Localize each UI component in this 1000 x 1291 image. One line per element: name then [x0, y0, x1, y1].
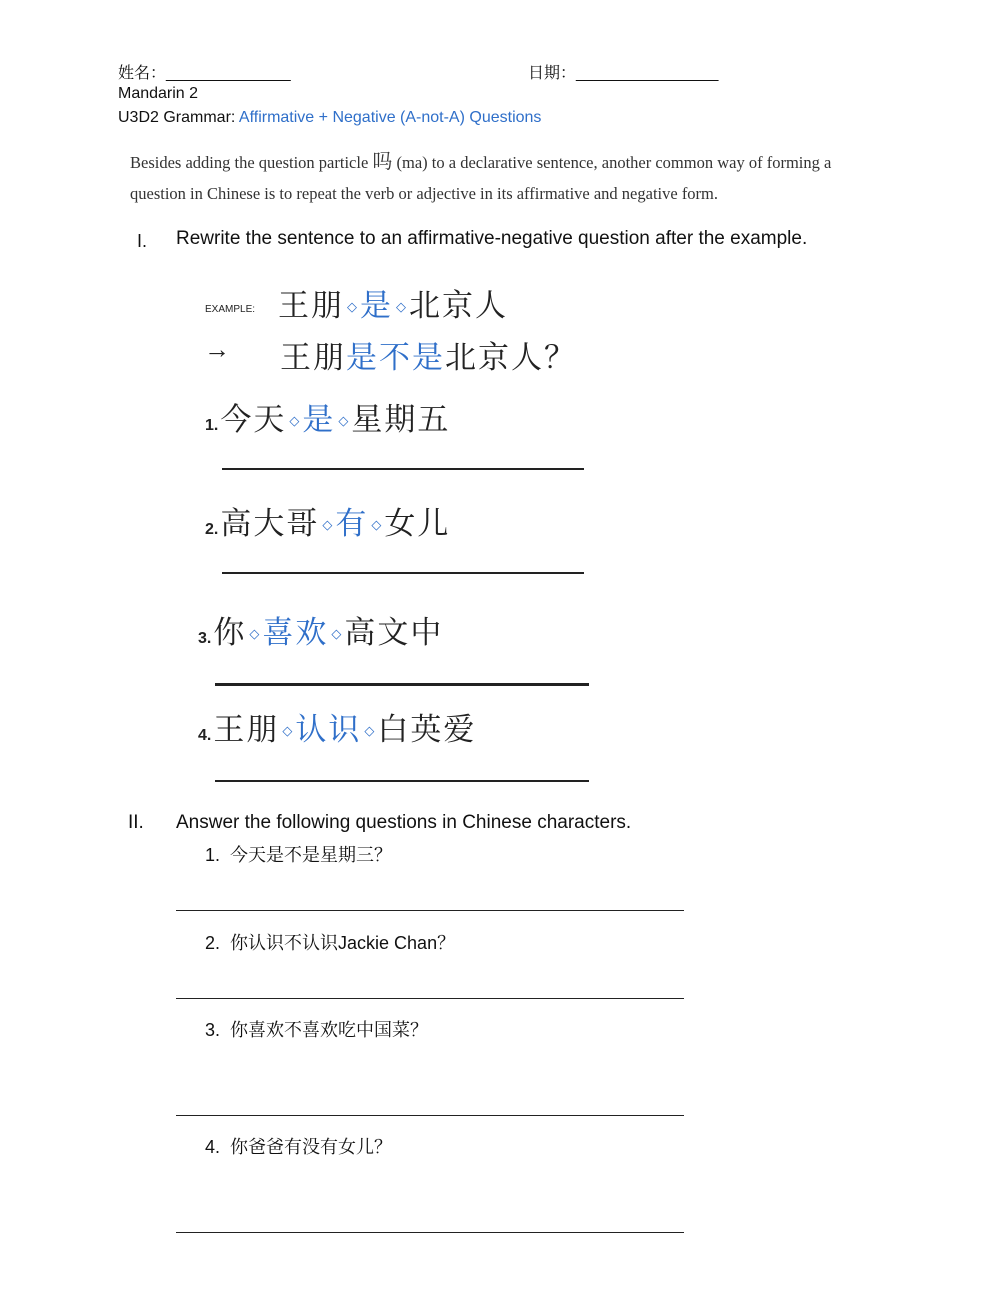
- intro-text-1: Besides adding the question particle: [130, 153, 373, 172]
- question-text: 你喜欢不喜欢吃中国菜？: [230, 1020, 429, 1040]
- example-object: 北京人: [409, 288, 508, 324]
- question-4: [205, 1133, 392, 1159]
- item-verb: 喜欢: [262, 615, 329, 651]
- question-number: 4.: [205, 1137, 221, 1157]
- rewrite-item-1: [205, 394, 450, 439]
- diamond-icon: ◇: [396, 300, 406, 315]
- item-verb: 有: [335, 506, 369, 542]
- intro-text-2: (ma) to a declarative sentence, another common way of forming a question in Chinese is to repeat the verb or adjective in its affirmative and negative form.: [130, 153, 832, 203]
- rewrite-item-4: [198, 704, 476, 749]
- name-field: [118, 60, 291, 83]
- question-number: 1.: [205, 845, 221, 865]
- date-label: 日期：: [528, 65, 577, 82]
- item-number: 3.: [198, 630, 212, 647]
- item-subject: 你: [213, 615, 247, 651]
- lesson-topic: Affirmative + Negative (A-not-A) Questions: [238, 109, 542, 126]
- item-object: 高文中: [344, 615, 444, 651]
- lesson-prefix: U3D2 Grammar:: [118, 109, 239, 126]
- diamond-icon: ◇: [289, 414, 300, 429]
- item-verb: 是: [302, 402, 336, 438]
- item-verb: 认识: [295, 712, 362, 748]
- answer-line-4[interactable]: [215, 780, 589, 782]
- question-text: 今天是不是星期三？: [230, 845, 393, 865]
- diamond-icon: ◇: [249, 627, 260, 642]
- example-verb: 是: [360, 288, 393, 324]
- answer-line-3[interactable]: [215, 683, 589, 686]
- section-1-instruction: Rewrite the sentence to an affirmative-negative question after the example.: [176, 228, 808, 249]
- item-number: 2.: [205, 521, 219, 538]
- example-answer: [280, 332, 577, 377]
- question-1: [205, 841, 392, 867]
- diamond-icon: ◇: [347, 300, 357, 315]
- answer-object: 北京人？: [445, 340, 577, 376]
- item-object: 女儿: [384, 506, 451, 542]
- question-text: 你认识不认识Jackie Chan？: [230, 933, 456, 953]
- intro-paragraph: [130, 146, 890, 209]
- diamond-icon: ◇: [331, 627, 342, 642]
- question-2: [205, 929, 455, 955]
- answer-line-q1[interactable]: [176, 910, 684, 911]
- answer-line-q3[interactable]: [176, 1115, 684, 1116]
- item-subject: 王朋: [213, 712, 280, 748]
- diamond-icon: ◇: [338, 414, 349, 429]
- diamond-icon: ◇: [371, 518, 382, 533]
- question-particle: 吗: [372, 149, 393, 173]
- question-3: [205, 1016, 428, 1042]
- answer-line-q2[interactable]: [176, 998, 684, 999]
- item-subject: 今天: [220, 402, 287, 438]
- example-sentence: [278, 280, 508, 325]
- item-number: 4.: [198, 727, 212, 744]
- name-blank[interactable]: ______________: [166, 65, 291, 82]
- rewrite-item-2: [205, 498, 450, 543]
- example-subject: 王朋: [278, 288, 344, 324]
- diamond-icon: ◇: [282, 724, 293, 739]
- course-title: Mandarin 2: [118, 85, 199, 102]
- item-object: 星期五: [351, 402, 451, 438]
- item-subject: 高大哥: [220, 506, 320, 542]
- answer-line-2[interactable]: [222, 572, 584, 574]
- section-2-numeral: II.: [128, 812, 144, 833]
- lesson-title: [118, 109, 541, 127]
- example-label: EXAMPLE:: [205, 304, 256, 315]
- section-2-instruction: Answer the following questions in Chinese characters.: [176, 812, 632, 833]
- date-field: [528, 60, 718, 83]
- question-text: 你爸爸有没有女儿？: [230, 1137, 393, 1157]
- name-label: 姓名：: [118, 65, 167, 82]
- rewrite-item-3: [198, 607, 443, 652]
- question-number: 2.: [205, 933, 221, 953]
- item-number: 1.: [205, 417, 219, 434]
- diamond-icon: ◇: [322, 518, 333, 533]
- question-number: 3.: [205, 1020, 221, 1040]
- item-object: 白英爱: [377, 712, 477, 748]
- arrow-icon: →: [204, 334, 230, 364]
- section-1-numeral: I.: [137, 231, 148, 251]
- answer-line-1[interactable]: [222, 468, 584, 470]
- answer-verb-phrase: 是不是: [346, 340, 445, 376]
- diamond-icon: ◇: [364, 724, 375, 739]
- answer-line-q4[interactable]: [176, 1232, 684, 1233]
- answer-subject: 王朋: [280, 340, 346, 376]
- date-blank[interactable]: ________________: [576, 65, 719, 82]
